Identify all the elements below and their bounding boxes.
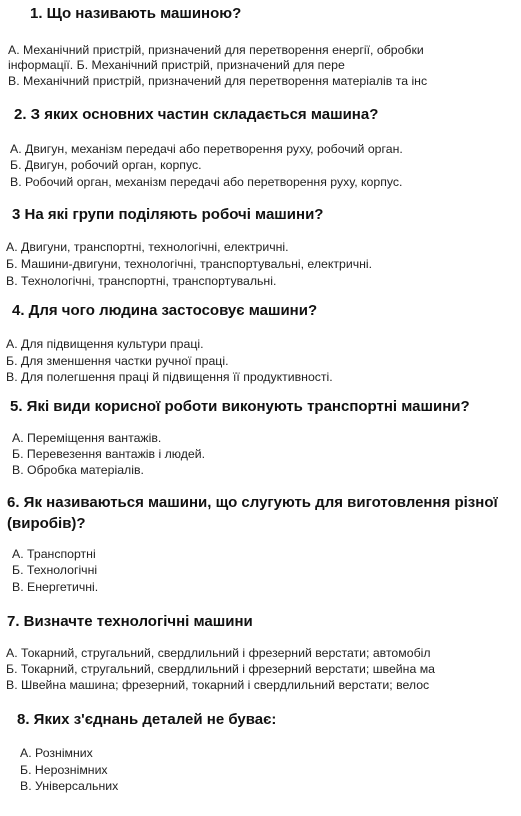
question-1-title: 1. Що називають машиною?: [30, 5, 242, 22]
question-7-answer-b: Б. Токарний, стругальний, свердлильний і фрезерний верстати; швейна ма: [6, 662, 436, 676]
question-6-title: 6. Як називаються машини, що слугують для виготовлення різної: [7, 494, 498, 511]
question-3-answer-a: А. Двигуни, транспортні, технологічні, електричні.: [6, 240, 289, 254]
question-8-answer-b: Б. Нерознімних: [20, 763, 108, 777]
question-4-title: 4. Для чого людина застосовує машини?: [12, 302, 318, 319]
question-4-answer-b: Б. Для зменшення частки ручної праці.: [6, 354, 229, 368]
question-5-answer-b: Б. Перевезення вантажів і людей.: [12, 447, 206, 461]
question-7-title: 7. Визначте технологічні машини: [7, 613, 253, 630]
question-5-title: 5. Які види корисної роботи виконують транспортні машини?: [10, 398, 470, 415]
question-1-answer-b: інформації. Б. Механічний пристрій, призначений для пере: [8, 58, 345, 72]
question-6-answer-a: А. Транспортні: [12, 547, 96, 561]
question-8-title: 8. Яких з'єднань деталей не буває:: [17, 711, 277, 728]
question-2-answer-c: В. Робочий орган, механізм передачі або перетворення руху, корпус.: [10, 175, 403, 189]
question-4-answer-a: А. Для підвищення культури праці.: [6, 337, 204, 351]
question-6-answer-b: Б. Технологічні: [12, 563, 98, 577]
question-3-answer-b: Б. Машини-двигуни, технологічні, транспортувальні, електричні.: [6, 257, 373, 271]
question-1-answer-a: А. Механічний пристрій, призначений для перетворення енергії, обробки: [8, 43, 424, 57]
question-5-answer-a: А. Переміщення вантажів.: [12, 431, 162, 445]
question-2-answer-b: Б. Двигун, робочий орган, корпус.: [10, 158, 202, 172]
question-1-answer-c: В. Механічний пристрій, призначений для перетворення матеріалів та інс: [8, 74, 428, 88]
question-2-answer-a: А. Двигун, механізм передачі або перетворення руху, робочий орган.: [10, 142, 403, 156]
question-3-answer-c: В. Технологічні, транспортні, транспортувальні.: [6, 274, 277, 288]
question-5-answer-c: В. Обробка матеріалів.: [12, 463, 144, 477]
question-3-title: 3 На які групи поділяють робочі машини?: [12, 206, 324, 223]
question-7-answer-a: А. Токарний, стругальний, свердлильний і фрезерний верстати; автомобіл: [6, 646, 431, 660]
question-6-title-continuation: (виробів)?: [7, 515, 86, 532]
question-6-answer-c: В. Енергетичні.: [12, 580, 99, 594]
question-2-title: 2. З яких основних частин складається машина?: [14, 106, 379, 123]
question-4-answer-c: В. Для полегшення праці й підвищення її продуктивності.: [6, 370, 333, 384]
question-8-answer-a: А. Рознімних: [20, 746, 93, 760]
question-8-answer-c: В. Універсальних: [20, 779, 119, 793]
question-7-answer-c: В. Швейна машина; фрезерний, токарний і свердлильний верстати; велос: [6, 678, 430, 692]
